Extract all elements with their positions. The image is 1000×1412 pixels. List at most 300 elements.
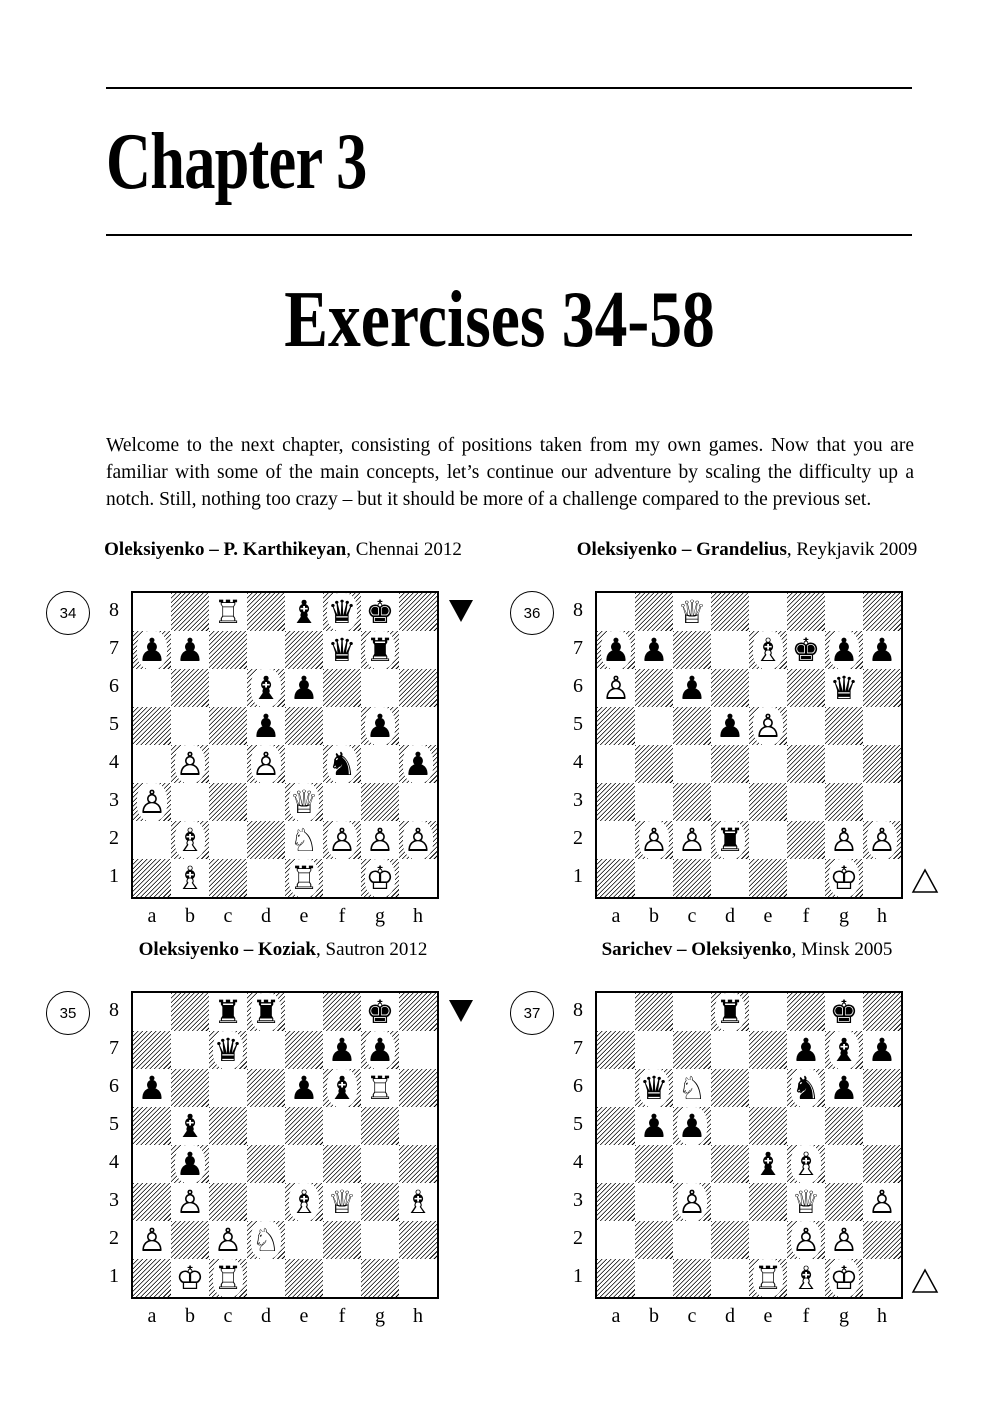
board-square-e5 (749, 707, 787, 745)
black-rook-icon: ♜ (715, 821, 745, 859)
board-square-h7 (399, 1031, 437, 1069)
black-bishop-icon: ♝ (829, 1031, 859, 1069)
white-king-icon: ♔ (829, 859, 859, 897)
rank-label: 1 (573, 865, 583, 887)
board-square-c5 (209, 707, 247, 745)
file-label: e (763, 905, 773, 927)
white-pawn-icon: ♙ (829, 1221, 859, 1259)
board-square-f2 (323, 821, 361, 859)
white-rook-icon: ♖ (365, 1069, 395, 1107)
file-label: e (763, 1305, 773, 1327)
black-pawn-icon: ♟ (601, 631, 631, 669)
board-square-h1 (399, 859, 437, 897)
white-knight-icon: ♘ (677, 1069, 707, 1107)
board-square-b5 (635, 707, 673, 745)
exercise-number-badge: 35 (46, 991, 90, 1035)
white-bishop-icon: ♗ (791, 1259, 821, 1297)
board-square-b7 (171, 631, 209, 669)
exercise-number-badge: 36 (510, 591, 554, 635)
board-square-d3 (247, 783, 285, 821)
board-square-b1 (171, 1259, 209, 1297)
board-square-h5 (863, 1107, 901, 1145)
black-pawn-icon: ♟ (137, 1069, 167, 1107)
caption-event: , Sautron 2012 (316, 939, 428, 960)
board-square-a3 (133, 1183, 171, 1221)
board-square-c4 (673, 745, 711, 783)
rank-label: 6 (573, 675, 583, 697)
rank-label: 5 (573, 713, 583, 735)
file-label: c (223, 905, 233, 927)
rank-label: 5 (109, 713, 119, 735)
board-square-f6 (787, 1069, 825, 1107)
board-square-e2 (285, 1221, 323, 1259)
board-square-c2 (673, 821, 711, 859)
file-label: a (147, 1305, 157, 1327)
board-square-d1 (711, 1259, 749, 1297)
board-square-e1 (285, 1259, 323, 1297)
board-square-c4 (209, 1145, 247, 1183)
board-square-d3 (247, 1183, 285, 1221)
board-square-f1 (323, 859, 361, 897)
board-square-h3 (863, 1183, 901, 1221)
black-pawn-icon: ♟ (677, 1107, 707, 1145)
board-square-d1 (247, 1259, 285, 1297)
exercise-number-badge: 37 (510, 991, 554, 1035)
file-label: c (687, 905, 697, 927)
board-square-g7 (825, 1031, 863, 1069)
board-square-g5 (361, 1107, 399, 1145)
white-pawn-icon: ♙ (677, 1183, 707, 1221)
board-square-f6 (323, 1069, 361, 1107)
board-square-b4 (171, 745, 209, 783)
intro-paragraph: Welcome to the next chapter, consisting of positions taken from my own games. Now that you are familiar with some of the main concepts, let’s continue our adventure by scaling the difficulty up a notch. Still, nothing too crazy – but it should be more of a challenge compared to the previous set. (106, 435, 914, 510)
board-square-h4 (863, 745, 901, 783)
white-king-icon: ♔ (829, 1259, 859, 1297)
white-bishop-icon: ♗ (403, 1183, 433, 1221)
file-label: a (611, 905, 621, 927)
diagram-caption (33, 938, 533, 962)
file-label: h (413, 905, 423, 927)
chess-board (595, 991, 903, 1299)
board-square-g1 (825, 1259, 863, 1297)
black-pawn-icon: ♟ (867, 631, 897, 669)
board-square-e3 (749, 1183, 787, 1221)
board-square-a5 (597, 1107, 635, 1145)
black-pawn-icon: ♟ (829, 631, 859, 669)
board-square-h8 (863, 593, 901, 631)
rank-label: 3 (109, 1189, 119, 1211)
board-square-h6 (863, 1069, 901, 1107)
black-king-icon: ♚ (829, 993, 859, 1031)
file-label: h (877, 1305, 887, 1327)
file-label: g (375, 905, 385, 927)
board-square-d6 (711, 1069, 749, 1107)
board-square-a5 (133, 1107, 171, 1145)
white-bishop-icon: ♗ (753, 631, 783, 669)
board-square-g5 (825, 707, 863, 745)
white-knight-icon: ♘ (289, 821, 319, 859)
exercise-number-badge: 34 (46, 591, 90, 635)
board-square-e3 (285, 783, 323, 821)
board-square-h1 (863, 859, 901, 897)
board-square-c1 (209, 859, 247, 897)
rank-label: 5 (573, 1113, 583, 1135)
board-square-g5 (825, 1107, 863, 1145)
board-square-h7 (399, 631, 437, 669)
board-square-c3 (673, 1183, 711, 1221)
board-square-e8 (749, 593, 787, 631)
board-square-f8 (323, 993, 361, 1031)
board-square-d6 (247, 669, 285, 707)
board-square-d7 (247, 1031, 285, 1069)
board-square-d8 (247, 993, 285, 1031)
board-square-g1 (361, 1259, 399, 1297)
board-square-g1 (361, 859, 399, 897)
board-square-f7 (323, 1031, 361, 1069)
board-square-a8 (133, 993, 171, 1031)
file-label: e (299, 905, 309, 927)
board-square-a6 (133, 669, 171, 707)
black-knight-icon: ♞ (327, 745, 357, 783)
board-square-c8 (209, 593, 247, 631)
rank-label: 1 (109, 1265, 119, 1287)
board-square-d7 (711, 631, 749, 669)
board-square-h2 (399, 1221, 437, 1259)
rank-label: 4 (109, 751, 119, 773)
board-square-e6 (749, 669, 787, 707)
white-to-move-icon (911, 1267, 939, 1295)
black-pawn-icon: ♟ (715, 707, 745, 745)
board-square-b1 (635, 859, 673, 897)
board-square-g3 (825, 783, 863, 821)
board-square-d5 (711, 1107, 749, 1145)
file-label: e (299, 1305, 309, 1327)
board-square-h4 (399, 1145, 437, 1183)
board-square-h5 (863, 707, 901, 745)
file-label: h (413, 1305, 423, 1327)
board-square-a3 (133, 783, 171, 821)
board-square-d7 (247, 631, 285, 669)
board-square-d7 (711, 1031, 749, 1069)
black-rook-icon: ♜ (365, 631, 395, 669)
board-square-f2 (323, 1221, 361, 1259)
board-square-d8 (247, 593, 285, 631)
black-pawn-icon: ♟ (639, 631, 669, 669)
black-pawn-icon: ♟ (829, 1069, 859, 1107)
board-square-d5 (247, 707, 285, 745)
board-square-b1 (171, 859, 209, 897)
board-square-b4 (635, 1145, 673, 1183)
rank-label: 2 (109, 1227, 119, 1249)
chapter-rule (106, 234, 912, 236)
white-queen-icon: ♕ (327, 1183, 357, 1221)
board-square-g3 (361, 783, 399, 821)
chess-board (131, 591, 439, 899)
board-square-c5 (673, 1107, 711, 1145)
diagram-caption (497, 538, 997, 562)
chapter-title: Chapter 3 (106, 118, 367, 206)
board-square-d1 (247, 859, 285, 897)
black-king-icon: ♚ (365, 593, 395, 631)
board-square-c7 (673, 1031, 711, 1069)
file-label: d (261, 1305, 271, 1327)
board-square-b6 (171, 669, 209, 707)
white-pawn-icon: ♙ (137, 1221, 167, 1259)
white-pawn-icon: ♙ (365, 821, 395, 859)
file-label: d (261, 905, 271, 927)
board-square-c4 (673, 1145, 711, 1183)
white-queen-icon: ♕ (677, 593, 707, 631)
white-rook-icon: ♖ (213, 1259, 243, 1297)
board-square-d3 (711, 783, 749, 821)
file-label: b (185, 905, 195, 927)
exercises-title-text: Exercises 34-58 (284, 276, 716, 364)
rank-label: 7 (109, 1037, 119, 1059)
board-square-d2 (711, 821, 749, 859)
board-square-b8 (171, 593, 209, 631)
file-label: g (839, 1305, 849, 1327)
board-square-g2 (825, 821, 863, 859)
board-square-f2 (787, 1221, 825, 1259)
black-king-icon: ♚ (791, 631, 821, 669)
board-square-e3 (749, 783, 787, 821)
board-square-a2 (597, 821, 635, 859)
rank-label: 8 (573, 999, 583, 1021)
board-square-d4 (247, 1145, 285, 1183)
board-square-b7 (171, 1031, 209, 1069)
board-square-h5 (399, 1107, 437, 1145)
board-square-h8 (399, 593, 437, 631)
board-square-c4 (209, 745, 247, 783)
board-square-b2 (635, 821, 673, 859)
file-label: b (185, 1305, 195, 1327)
rank-label: 2 (109, 827, 119, 849)
board-square-g5 (361, 707, 399, 745)
black-queen-icon: ♛ (327, 593, 357, 631)
white-pawn-icon: ♙ (867, 1183, 897, 1221)
board-square-a3 (597, 783, 635, 821)
board-square-f3 (323, 783, 361, 821)
white-king-icon: ♔ (175, 1259, 205, 1297)
board-square-b2 (171, 1221, 209, 1259)
board-square-g4 (361, 1145, 399, 1183)
file-label: b (649, 905, 659, 927)
rank-label: 8 (109, 599, 119, 621)
board-square-a1 (133, 1259, 171, 1297)
board-square-g2 (361, 821, 399, 859)
board-square-d1 (711, 859, 749, 897)
board-square-b2 (635, 1221, 673, 1259)
board-square-h3 (399, 783, 437, 821)
black-pawn-icon: ♟ (403, 745, 433, 783)
board-square-e2 (285, 821, 323, 859)
board-square-e4 (749, 745, 787, 783)
board-square-g7 (361, 1031, 399, 1069)
board-square-h2 (863, 1221, 901, 1259)
board-square-d2 (247, 821, 285, 859)
board-square-b6 (635, 1069, 673, 1107)
file-label: f (338, 905, 346, 927)
caption-event: , Chennai 2012 (346, 539, 462, 560)
board-square-g6 (361, 669, 399, 707)
board-square-g2 (361, 1221, 399, 1259)
file-label: a (611, 1305, 621, 1327)
board-square-c8 (673, 993, 711, 1031)
rank-label: 6 (109, 1075, 119, 1097)
board-square-g3 (361, 1183, 399, 1221)
board-square-a8 (597, 593, 635, 631)
board-square-e6 (749, 1069, 787, 1107)
board-square-c6 (209, 669, 247, 707)
board-square-g6 (825, 669, 863, 707)
board-square-h6 (399, 669, 437, 707)
file-label: g (375, 1305, 385, 1327)
board-square-d4 (247, 745, 285, 783)
board-square-h6 (399, 1069, 437, 1107)
board-square-a7 (597, 1031, 635, 1069)
rank-label: 5 (109, 1113, 119, 1135)
board-square-f8 (787, 593, 825, 631)
board-square-a5 (597, 707, 635, 745)
white-pawn-icon: ♙ (251, 745, 281, 783)
board-square-a4 (133, 1145, 171, 1183)
board-square-a1 (597, 859, 635, 897)
board-square-c1 (673, 859, 711, 897)
white-pawn-icon: ♙ (639, 821, 669, 859)
board-square-f4 (787, 1145, 825, 1183)
black-pawn-icon: ♟ (289, 669, 319, 707)
board-square-c7 (209, 631, 247, 669)
board-square-a4 (133, 745, 171, 783)
rank-label: 3 (573, 789, 583, 811)
board-square-f1 (787, 859, 825, 897)
board-square-a2 (597, 1221, 635, 1259)
board-square-e7 (285, 631, 323, 669)
board-square-d4 (711, 1145, 749, 1183)
black-bishop-icon: ♝ (289, 593, 319, 631)
board-square-b8 (171, 993, 209, 1031)
black-rook-icon: ♜ (251, 993, 281, 1031)
board-square-a2 (133, 1221, 171, 1259)
board-square-c3 (209, 1183, 247, 1221)
chess-board (131, 991, 439, 1299)
board-square-d5 (247, 1107, 285, 1145)
board-square-e7 (285, 1031, 323, 1069)
rank-label: 4 (573, 751, 583, 773)
white-bishop-icon: ♗ (289, 1183, 319, 1221)
board-square-b2 (171, 821, 209, 859)
black-to-move-icon (447, 597, 475, 625)
black-pawn-icon: ♟ (365, 1031, 395, 1069)
board-square-g1 (825, 859, 863, 897)
board-square-d2 (247, 1221, 285, 1259)
board-square-h1 (863, 1259, 901, 1297)
board-square-h8 (399, 993, 437, 1031)
board-square-e8 (749, 993, 787, 1031)
black-queen-icon: ♛ (639, 1069, 669, 1107)
board-square-f5 (787, 1107, 825, 1145)
board-square-f3 (787, 1183, 825, 1221)
board-square-c6 (673, 1069, 711, 1107)
board-square-c6 (673, 669, 711, 707)
white-queen-icon: ♕ (289, 783, 319, 821)
board-square-e8 (285, 593, 323, 631)
white-king-icon: ♔ (365, 859, 395, 897)
board-square-e5 (285, 1107, 323, 1145)
board-square-h4 (863, 1145, 901, 1183)
file-label: b (649, 1305, 659, 1327)
caption-players: Sarichev – Oleksiyenko (601, 939, 792, 960)
board-square-e4 (285, 1145, 323, 1183)
black-king-icon: ♚ (365, 993, 395, 1031)
white-bishop-icon: ♗ (175, 859, 205, 897)
board-square-g3 (825, 1183, 863, 1221)
black-pawn-icon: ♟ (677, 669, 707, 707)
black-pawn-icon: ♟ (327, 1031, 357, 1069)
board-square-a3 (597, 1183, 635, 1221)
rank-label: 7 (109, 637, 119, 659)
board-square-c2 (209, 1221, 247, 1259)
board-square-g8 (825, 593, 863, 631)
file-label: g (839, 905, 849, 927)
black-pawn-icon: ♟ (251, 707, 281, 745)
board-square-e5 (285, 707, 323, 745)
black-pawn-icon: ♟ (289, 1069, 319, 1107)
board-square-c1 (673, 1259, 711, 1297)
white-pawn-icon: ♙ (867, 821, 897, 859)
board-square-d3 (711, 1183, 749, 1221)
white-bishop-icon: ♗ (791, 1145, 821, 1183)
black-pawn-icon: ♟ (365, 707, 395, 745)
board-square-a1 (597, 1259, 635, 1297)
board-square-h5 (399, 707, 437, 745)
rank-label: 4 (573, 1151, 583, 1173)
white-queen-icon: ♕ (791, 1183, 821, 1221)
board-square-f7 (787, 631, 825, 669)
file-label: h (877, 905, 887, 927)
board-square-b3 (171, 1183, 209, 1221)
white-knight-icon: ♘ (251, 1221, 281, 1259)
board-square-f4 (323, 1145, 361, 1183)
file-label: f (802, 1305, 810, 1327)
rank-label: 7 (573, 637, 583, 659)
file-label: f (338, 1305, 346, 1327)
white-pawn-icon: ♙ (213, 1221, 243, 1259)
board-square-b8 (635, 593, 673, 631)
board-square-a8 (597, 993, 635, 1031)
board-square-c5 (209, 1107, 247, 1145)
board-square-e5 (749, 1107, 787, 1145)
board-square-g6 (825, 1069, 863, 1107)
black-pawn-icon: ♟ (639, 1107, 669, 1145)
board-square-b4 (171, 1145, 209, 1183)
black-knight-icon: ♞ (791, 1069, 821, 1107)
white-pawn-icon: ♙ (327, 821, 357, 859)
black-queen-icon: ♛ (327, 631, 357, 669)
board-square-h3 (399, 1183, 437, 1221)
white-pawn-icon: ♙ (175, 745, 205, 783)
rank-label: 8 (573, 599, 583, 621)
diagram-caption (33, 538, 533, 562)
file-label: a (147, 905, 157, 927)
white-pawn-icon: ♙ (829, 821, 859, 859)
caption-players: Oleksiyenko – Grandelius (576, 539, 787, 560)
board-square-e6 (285, 669, 323, 707)
board-square-f4 (323, 745, 361, 783)
board-square-f4 (787, 745, 825, 783)
board-square-f8 (787, 993, 825, 1031)
black-pawn-icon: ♟ (175, 631, 205, 669)
